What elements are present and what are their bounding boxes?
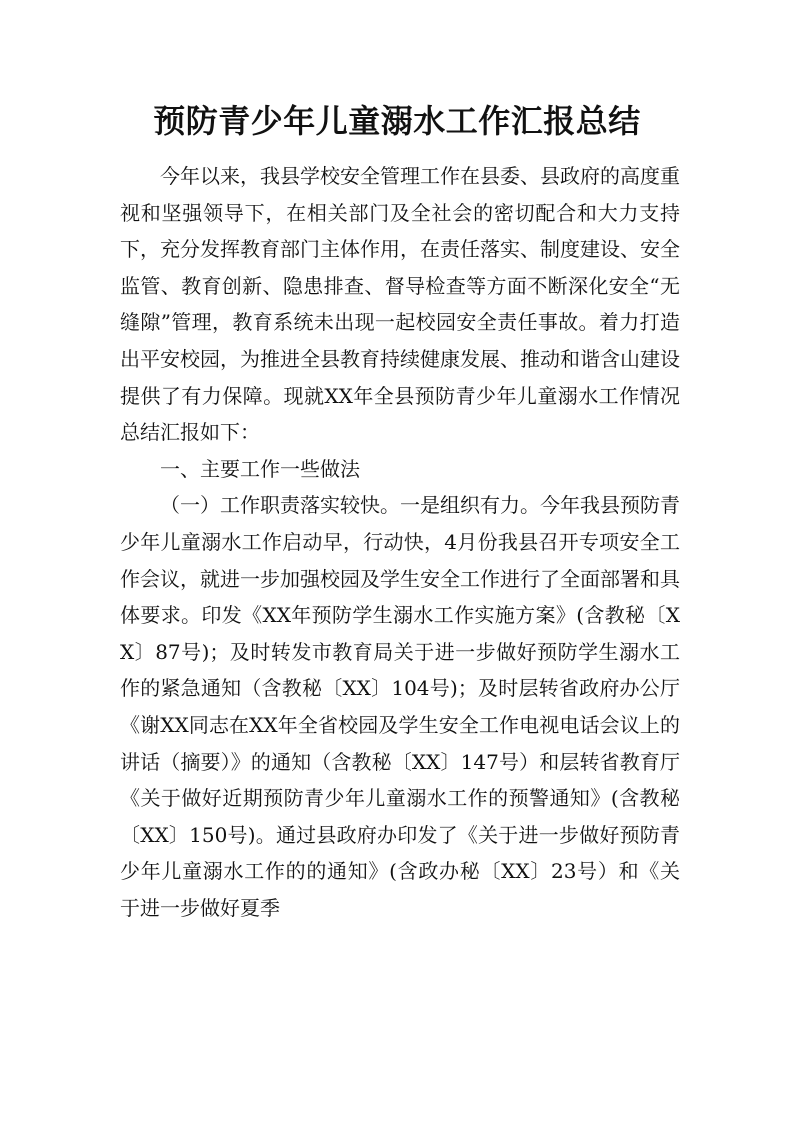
paragraph-intro: 今年以来，我县学校安全管理工作在县委、县政府的高度重视和坚强领导下，在相关部门及全社会的密切配合和大力支持下，充分发挥教育部门主体作用，在责任落实、制度建设、安全监管、教育创新、隐患排查、督导检查等方面不断深化安全“无缝隙”管理，教育系统未出现一起校园安全责任事故。着力打造出平安校园，为推进全县教育持续健康发展、推动和谐含山建设提供了有力保障。现就XX年全县预防青少年儿童溺水工作情况总结汇报如下： xyxy=(120,164,680,445)
document-body xyxy=(120,158,680,926)
paragraph-responsibility: （一）工作职责落实较快。一是组织有力。今年我县预防青少年儿童溺水工作启动早，行动快，4月份我县召开专项安全工作会议，就进一步加强校园及学生安全工作进行了全面部署和具体要求。印发《XX年预防学生溺水工作实施方案》(含教秘〔XX〕87号)；及时转发市教育局关于进一步做好预防学生溺水工作的紧急通知（含教秘〔XX〕104号)；及时层转省政府办公厅《谢XX同志在XX年全省校园及学生安全工作电视电话会议上的讲话（摘要）》的通知（含教秘〔XX〕147号）和层转省教育厅《关于做好近期预防青少年儿童溺水工作的预警通知》(含教秘〔XX〕150号)。通过县政府办印发了《关于进一步做好预防青少年儿童溺水工作的的通知》(含政办秘〔XX〕23号）和《关于进一步做好夏季 xyxy=(120,493,680,920)
document-title: 预防青少年儿童溺水工作汇报总结 xyxy=(153,102,641,140)
section-heading-main-work: 一、主要工作一些做法 xyxy=(160,456,360,481)
